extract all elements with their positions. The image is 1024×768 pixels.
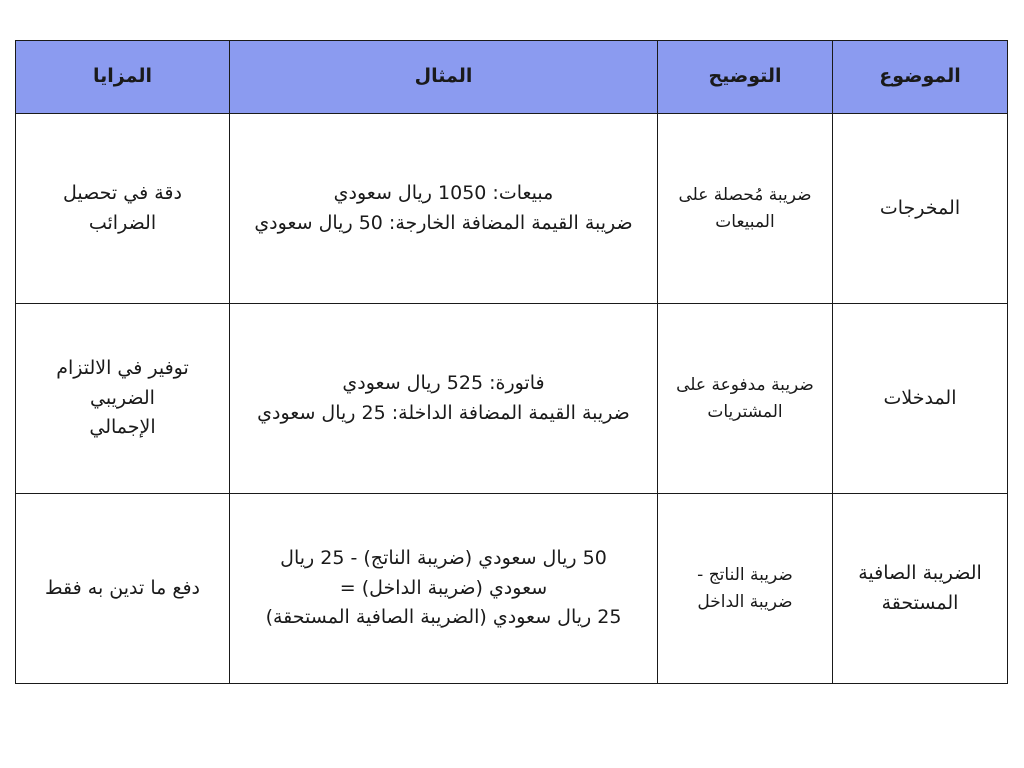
cell-line: فاتورة: 525 ريال سعودي <box>342 372 545 395</box>
cell-line: ضريبة الداخل <box>697 591 793 612</box>
cell-benefits <box>16 114 230 304</box>
cell-line: ضريبة مُحصلة على <box>678 185 812 206</box>
table-body <box>16 114 1008 684</box>
cell-example <box>230 114 658 304</box>
cell-line: ضريبة القيمة المضافة الخارجة: 50 ريال سعودي <box>254 211 633 234</box>
cell-subject: المخرجات <box>833 114 1008 304</box>
cell-line: مبيعات: 1050 ريال سعودي <box>333 182 554 205</box>
cell-explanation <box>658 114 833 304</box>
cell-line: 25 ريال سعودي (الضريبة الصافية المستحقة) <box>265 606 622 629</box>
cell-line: المشتريات <box>707 401 783 422</box>
cell-line: الضرائب <box>88 211 157 234</box>
cell-example <box>230 494 658 684</box>
column-header-explanation: التوضيح <box>658 41 833 114</box>
cell-line: المبيعات <box>715 211 775 232</box>
table-row <box>16 494 1008 684</box>
column-header-benefits: المزايا <box>16 41 230 114</box>
cell-subject: المدخلات <box>833 304 1008 494</box>
column-header-subject: الموضوع <box>833 41 1008 114</box>
table-header <box>16 41 1008 114</box>
cell-line: دفع ما تدين به فقط <box>45 576 200 599</box>
cell-subject: الضريبة الصافية المستحقة <box>833 494 1008 684</box>
vat-summary-table <box>15 40 1008 684</box>
cell-benefits <box>16 304 230 494</box>
cell-line: دقة في تحصيل <box>63 182 182 205</box>
cell-line: ضريبة القيمة المضافة الداخلة: 25 ريال سعودي <box>257 401 630 424</box>
cell-line: توفير في الالتزام الضريبي <box>56 357 189 409</box>
cell-line: ضريبة الناتج - <box>697 565 793 586</box>
cell-line: الإجمالي <box>89 416 156 439</box>
cell-example <box>230 304 658 494</box>
column-header-example: المثال <box>230 41 658 114</box>
table-row <box>16 114 1008 304</box>
table-header-row <box>16 41 1008 114</box>
cell-line: ضريبة مدفوعة على <box>676 375 814 396</box>
table-row <box>16 304 1008 494</box>
cell-explanation <box>658 304 833 494</box>
cell-line: 50 ريال سعودي (ضريبة الناتج) - 25 ريال <box>280 547 607 570</box>
cell-line: سعودي (ضريبة الداخل) = <box>339 576 548 599</box>
cell-explanation <box>658 494 833 684</box>
cell-benefits <box>16 494 230 684</box>
